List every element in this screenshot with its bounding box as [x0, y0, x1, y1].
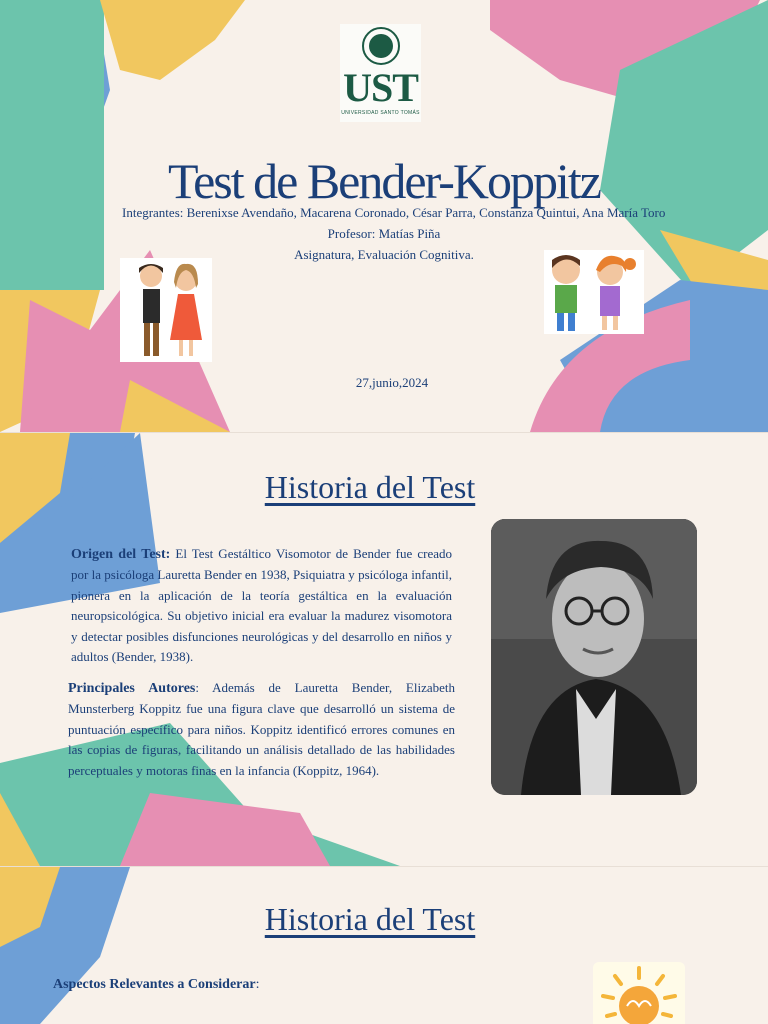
subject-line: Asignatura, Evaluación Cognitiva. [294, 247, 474, 262]
aspects-heading [53, 975, 453, 995]
authors-label: Principales Autores [68, 681, 196, 696]
kids-icon [544, 250, 644, 334]
presentation-title: Test de Bender-Koppitz [168, 153, 600, 209]
authors-text: : Además de Lauretta Bender, Elizabeth Munsterberg Koppitz fue una figura clave que desarrolló un sistema de puntuación específico para niños. Koppitz identificó errores comunes en las copias de figuras, facilitando un análisis detallado de las habilidades perceptuales y motoras finas en la infancia (Koppitz, 1964). [68, 680, 455, 778]
slide-history [0, 433, 768, 866]
origin-paragraph [71, 544, 452, 667]
slide-history-2 [0, 867, 768, 1024]
logo-text: UST [343, 65, 418, 110]
lauretta-bender-photo [491, 519, 697, 795]
brain-illustration [593, 962, 685, 1024]
slide-title [0, 0, 768, 432]
date-line: 27,junio,2024 [355, 375, 429, 390]
brain-lightbulb-icon [593, 962, 685, 1024]
couple-illustration [120, 258, 212, 362]
ust-logo [340, 24, 421, 122]
couple-icon [120, 258, 212, 362]
aspects-colon: : [255, 977, 260, 992]
origin-text: El Test Gestáltico Visomotor de Bender fue creado por la psicóloga Lauretta Bender en 1938, Psiquiatra y psicóloga infantil, pionera en la aplicación de la teoría gestáltica en la evaluación neuropsicológica. Su objetivo inicial era evaluar la madurez visomotora y detectar posibles disfunciones neurológicas y del desarrollo en niños y adultos (Bender, 1938). [71, 546, 452, 665]
portrait-image [491, 519, 697, 795]
professor-line: Profesor: Matías Piña [327, 226, 441, 241]
origin-label: Origen del Test: [71, 547, 171, 562]
kids-illustration [544, 250, 644, 334]
university-seal-icon [362, 27, 400, 65]
section-heading: Historia del Test [264, 901, 476, 937]
authors-paragraph [68, 678, 455, 781]
members-line: Integrantes: Berenixse Avendaño, Macarena Coronado, César Parra, Constanza Quintui, Ana María Toro [122, 205, 666, 220]
aspects-label: Aspectos Relevantes a Considerar [53, 977, 256, 992]
logo-subtitle: UNIVERSIDAD SANTO TOMÁS [341, 110, 420, 116]
section-heading: Historia del Test [264, 469, 476, 505]
